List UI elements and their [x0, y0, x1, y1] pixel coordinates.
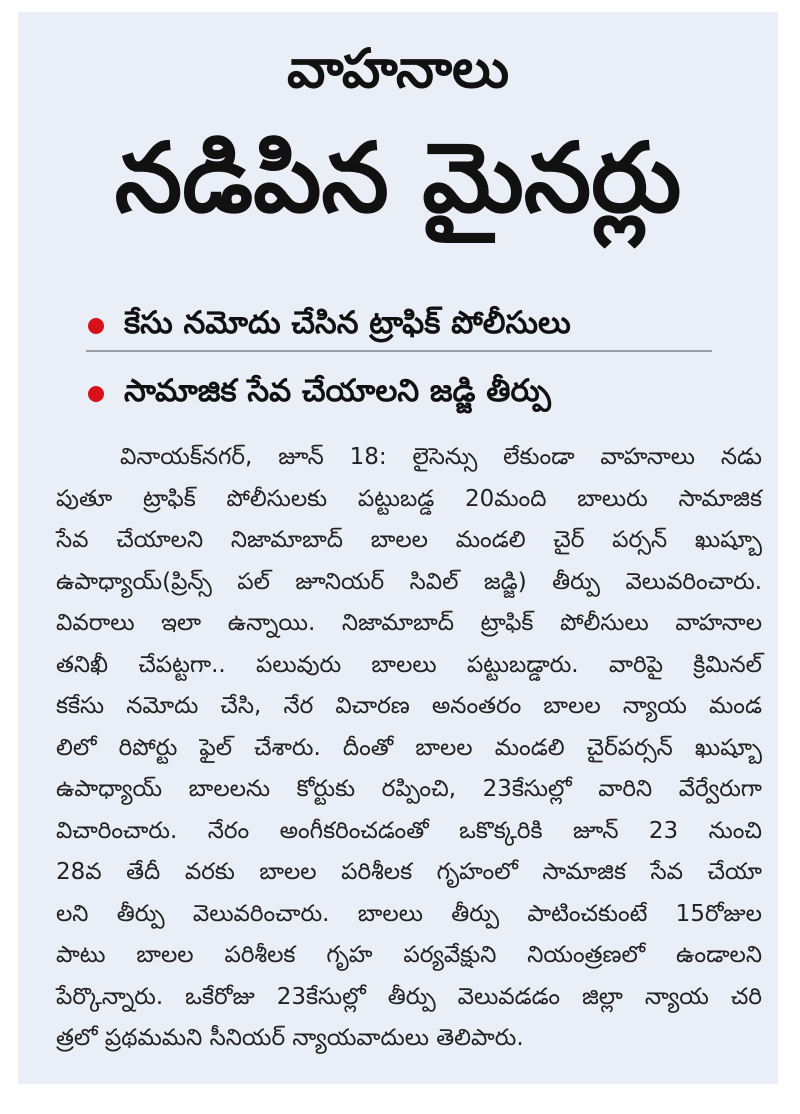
body-line: పేర్కొన్నారు. ఒకేరోజు 23కేసుల్లో తీర్పు వెలువడడం జిల్లా న్యాయ చరి: [56, 983, 762, 1010]
body-line: సేవ చేయాలని నిజామాబాద్ బాలల మండలి చైర్ పర్సన్ ఖుష్బూ: [56, 527, 762, 553]
divider: [86, 350, 712, 352]
headline: నడిపిన మైనర్లు: [114, 122, 682, 234]
kicker: వాహనాలు: [286, 37, 510, 100]
body-line: వివరాలు ఇలా ఉన్నాయి. నిజామాబాద్ ట్రాఫిక్ పోలీసులు వాహనాల: [56, 610, 762, 636]
body-line: 28వ తేదీ వరకు బాలల పరిశీలక గృహంలో సామాజిక సేవ చేయా: [56, 859, 762, 885]
highlight-text: కేసు నమోదు చేసిన ట్రాఫిక్ పోలీసులు: [124, 304, 571, 341]
red-bullet-icon: [88, 386, 104, 402]
body-line: లని తీర్పు వెలువరించారు. బాలలు తీర్పు పాటించకుంటే 15రోజుల: [56, 900, 762, 927]
article-body: [56, 437, 762, 1060]
body-line: విచారించారు. నేరం అంగీకరించడంతో ఒకొక్కరికి జూన్ 23 నుంచి: [56, 817, 762, 844]
body-line: వినాయక్‌నగర్, జూన్ 18: లైసెన్సు లేకుండా వాహనాలు నడు: [120, 444, 762, 470]
highlight-item: [88, 302, 571, 350]
highlight-text: సామాజిక సేవ చేయాలని జడ్జి తీర్పు: [124, 372, 551, 409]
body-line: పాటు బాలల పరిశీలక గృహ పర్యవేక్షుని నియంత్రణలో ఉండాలని: [56, 942, 762, 968]
body-line: లిలో రిపోర్టు ఫైల్ చేశారు. దీంతో బాలల మండలి చైర్‌పర్సన్ ఖుష్బూ: [56, 734, 762, 761]
body-line: కకేసు నమోదు చేసి, నేర విచారణ అనంతరం బాలల న్యాయ మండ: [56, 693, 762, 719]
red-bullet-icon: [88, 318, 104, 334]
body-line: పుతూ ట్రాఫిక్ పోలీసులకు పట్టుబడ్డ 20మంది బాలురు సామాజిక: [56, 485, 762, 512]
highlight-item: [88, 370, 551, 418]
body-line: ఉపాధ్యాయ్ బాలలను కోర్టుకు రప్పించి, 23కేసుల్లో వారిని వేర్వేరుగా: [56, 776, 762, 802]
body-line: త్రలో ప్రథమమని సీనియర్ న్యాయవాదులు తెలిపారు.: [56, 1025, 524, 1051]
body-line: ఉపాధ్యాయ్(ప్రిన్స్ పల్ జూనియర్ సివిల్ జడ్జి) తీర్పు వెలువరించారు.: [56, 568, 762, 595]
news-clipping: [18, 12, 778, 1084]
body-line: తనిఖీ చేపట్టగా.. పలువురు బాలలు పట్టుబడ్డారు. వారిపై క్రిమినల్: [56, 651, 762, 678]
